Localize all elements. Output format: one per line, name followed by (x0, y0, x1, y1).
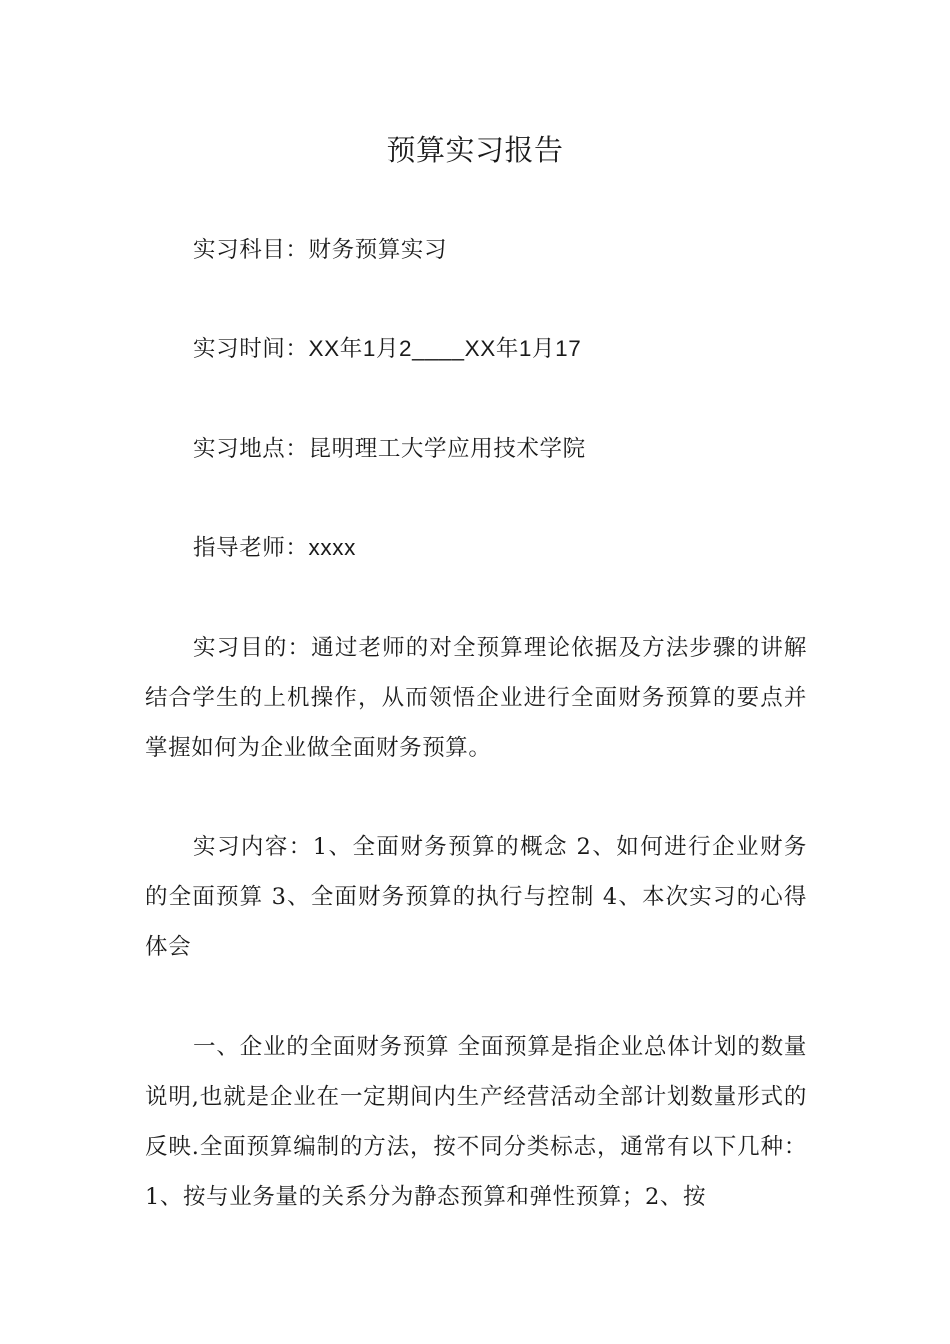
paragraph-section-one: 一、企业的全面财务预算 全面预算是指企业总体计划的数量说明,也就是企业在一定期间内生产经营活动全部计划数量形式的反映.全面预算编制的方法，按不同分类标志，通常有以下几种：1、按与业务量的关系分为静态预算和弹性预算；2、按 (145, 1034, 807, 1210)
field-subject-value: 财务预算实习 (308, 237, 448, 263)
paragraph-content: 实习内容：1、全面财务预算的概念 2、如何进行企业财务的全面预算 3、全面财务预算的执行与控制 4、本次实习的心得体会 (145, 834, 807, 960)
field-time-value: XX年1月2____XX年1月17 (308, 336, 582, 361)
field-time-label: 实习时间： (193, 336, 309, 362)
field-time (145, 324, 807, 374)
paragraph-purpose: 实习目的：通过老师的对全预算理论依据及方法步骤的讲解结合学生的上机操作，从而领悟企业进行全面财务预算的要点并掌握如何为企业做全面财务预算。 (145, 635, 807, 761)
field-advisor-label: 指导老师： (193, 535, 309, 561)
field-subject (145, 225, 807, 275)
field-advisor (145, 523, 807, 573)
field-advisor-value: xxxx (308, 535, 356, 560)
field-location-label: 实习地点： (193, 436, 309, 462)
field-location-value: 昆明理工大学应用技术学院 (308, 436, 586, 462)
field-subject-label: 实习科目： (193, 237, 309, 263)
document-title: 预算实习报告 (386, 133, 564, 167)
field-location (145, 424, 807, 474)
